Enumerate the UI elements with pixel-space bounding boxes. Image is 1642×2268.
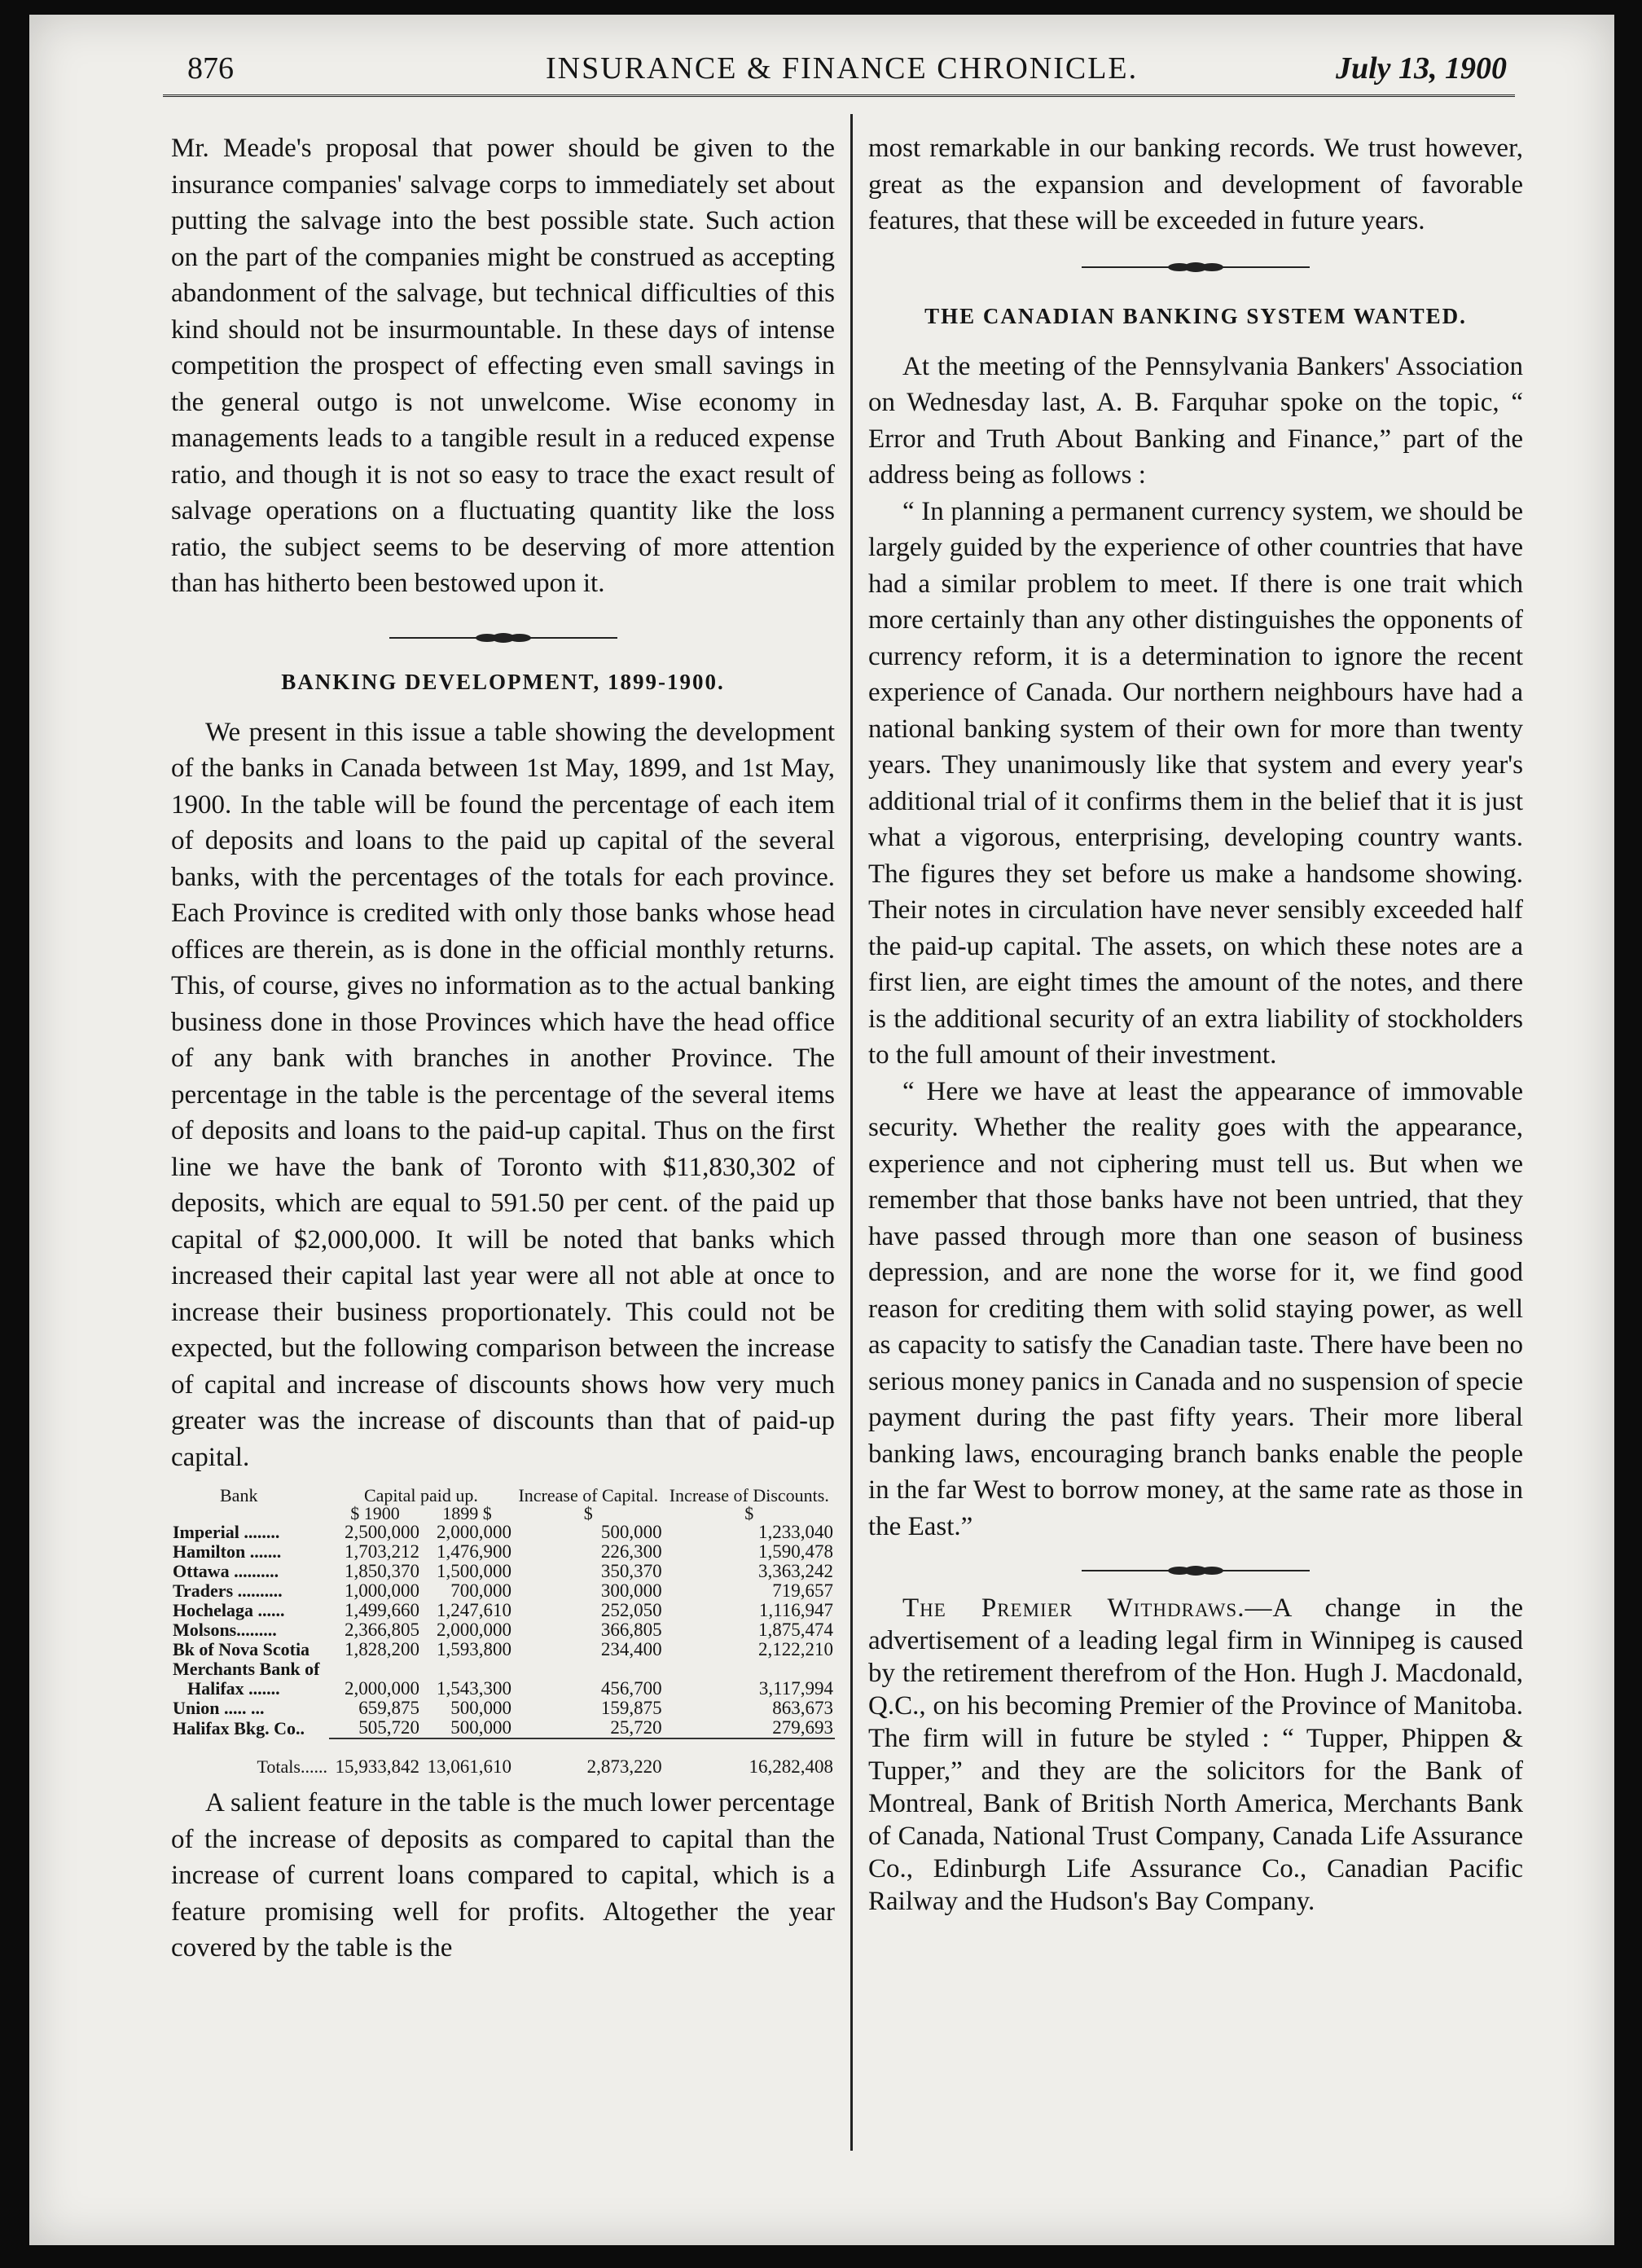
col-increase-discounts: Increase of Discounts. [669,1485,829,1505]
section-ornament [868,1549,1523,1592]
table-row: Halifax ....... 2,000,000 1,543,300 456,700 3,117,994 [187,1678,833,1699]
premier-withdraws-text: A change in the advertisement of a leading legal firm in Winnipeg is caused by the retirement therefrom of the Hon. Hugh J. Macdonald, Q.C., on his becoming Premier of the Province of Manitoba. The firm will in future be styled : “ Tupper, Phippen & Tupper,” and they are the solicitors for the Bank of Montreal, Bank of British North America, Merchants Bank of Canada, National Trust Company, Canada Life Assurance Co., Edinburgh Life Assurance Co., Canadian Pacific Railway and the Hudson's Bay Company. [868,1593,1523,1916]
table-row: Hochelaga ...... 1,499,660 1,247,610 252,050 1,116,947 [173,1600,833,1620]
table-row: Imperial ........ 2,500,000 2,000,000 500,000 1,233,040 [173,1522,833,1542]
banking-development-para: We present in this issue a table showing the development of the banks in Canada between 1st May, 1899, and 1st May, 1900. In the table will be found the percentage of each item of deposits and loans to the paid up capital of the several banks, with the percentages of the totals for each province. Each Province is credited with only those banks whose head offices are therein, as is done in the official monthly returns. This, of course, gives no information as to the actual banking business done in those Provinces which have the head office of any bank with branches in another Province. The percentage in the table is the percentage of the several items of deposits and loans to the paid-up capital. Thus on the first line we have the bank of Toronto with $11,830,302 of deposits, which are equal to 591.50 per cent. of the paid up capital of $2,000,000. It will be noted that banks which increased their capital last year were all not able at once to increase their business proportionately. This could not be expected, but the following comparison between the increase of capital and increase of discounts shows how very much greater was the increase of discounts than that of paid-up capital. [171,717,835,1472]
salvage-article-end: Mr. Meade's proposal that power should be given to the insurance companies' salvage corps to immediately set about putting the salvage into the best possible state. Such action on the part of the companies might be construed as accepting abandonment of the salvage, but technical difficulties of this kind should not be insurmountable. In these days of intense competition the prospect of effecting even small savings in the general outgo is not unwelcome. Wise economy in managements leads to a tangible result in a reduced expense ratio, and though it is not so easy to trace the exact result of salvage operations on a fluctuating quantity like the loss ratio, the subject seems to be deserving of more attention than has hitherto been bestowed upon it. [171,134,835,598]
sub-inc-disc: $ [744,1503,754,1523]
table-row: Merchants Bank of [173,1659,320,1679]
page-number: 876 [187,51,234,86]
publication-title: INSURANCE & FINANCE CHRONICLE. [546,51,1139,86]
sub-1899: 1899 $ [442,1503,492,1523]
page-header [163,33,1515,97]
table-row: Union ..... ... 659,875 500,000 159,875 863,673 [173,1698,833,1718]
table-row: Bk of Nova Scotia 1,828,200 1,593,800 234,400 2,122,210 [173,1639,833,1659]
left-column [171,130,835,1967]
premier-withdraws-para [868,1592,1523,1918]
issue-date: July 13, 1900 [1335,51,1507,86]
column-divider [850,114,853,2151]
table-row: Ottawa .......... 1,850,370 1,500,000 350,370 3,363,242 [173,1561,833,1581]
canadian-banking-heading: THE CANADIAN BANKING SYSTEM WANTED. [924,303,1467,328]
totals-row: Totals...... 15,933,842 13,061,610 2,873,220 16,282,408 [257,1756,833,1777]
canadian-banking-para1: At the meeting of the Pennsylvania Bankers' Association on Wednesday last, A. B. Farquhar spoke on the topic, “ Error and Truth About Banking and Finance,” part of the address being as follows : [868,351,1523,490]
col-increase-capital: Increase of Capital. [518,1485,659,1505]
right-column [868,130,1523,1918]
banking-table [171,1487,835,1777]
salient-feature-para: A salient feature in the table is the much lower percentage of the increase of deposits as compared to capital than the increase of current loans compared to capital, which is a feature promising well for profits. Altogether the year covered by the table is the [171,1788,835,1963]
col-bank: Bank [220,1485,258,1505]
sub-inc-cap: $ [583,1503,593,1523]
col-capital: Capital paid up. [363,1485,478,1505]
sub-1900: $ 1900 [350,1503,400,1523]
canadian-banking-para3: “ Here we have at least the appearance of immovable security. Whether the reality goes with the appearance, experience and not ciphering must tell us. But when we remember that those banks have not been untried, that they have passed through more than one season of business depression, and are none the worse for it, we find good reason for crediting them with solid staying power, as well as capacity to satisfy the Canadian taste. There have been no serious money panics in Canada and no suspension of specie payment during the past fifty years. Their more liberal banking laws, encouraging branch banks enable the people in the far West to borrow money, at the same rate as those in the East.” [868,1076,1523,1541]
table-row: Halifax Bkg. Co.. 505,720 500,000 25,720 279,693 [173,1717,833,1738]
table-row: Traders .......... 1,000,000 700,000 300,000 719,657 [173,1580,833,1601]
banking-development-heading: BANKING DEVELOPMENT, 1899-1900. [281,669,725,694]
section-ornament [171,617,835,659]
section-ornament [868,246,1523,288]
canadian-banking-para2: “ In planning a permanent currency system, we should be largely guided by the experience of other countries that have had a similar problem to meet. If there is one trait which more certainly than any other distinguishes the opponents of currency reform, it is a determination to ignore the recent experience of Canada. Our northern neighbours have had a national banking system of their own for more than twenty years. They unanimously like that system and every year's additional trial of it confirms them in the belief that it is just what a vigorous, enterprising, developing country wants. The figures they set before us make a handsome showing. Their notes in circulation have never sensibly exceeded half the paid-up capital. The assets, on which these notes are a first lien, are eight times the amount of the notes, and there is the additional security of an extra liability of stockholders to the full amount of their investment. [868,496,1523,1070]
premier-withdraws-title: The Premier Withdraws.— [902,1593,1273,1623]
banking-development-cont: most remarkable in our banking records. We trust however, great as the expansion and development of favorable features, that these will be exceeded in future years. [868,134,1523,235]
table-row: Hamilton ....... 1,703,212 1,476,900 226,300 1,590,478 [173,1541,833,1562]
table-row: Molsons......... 2,366,805 2,000,000 366,805 1,875,474 [173,1620,833,1640]
